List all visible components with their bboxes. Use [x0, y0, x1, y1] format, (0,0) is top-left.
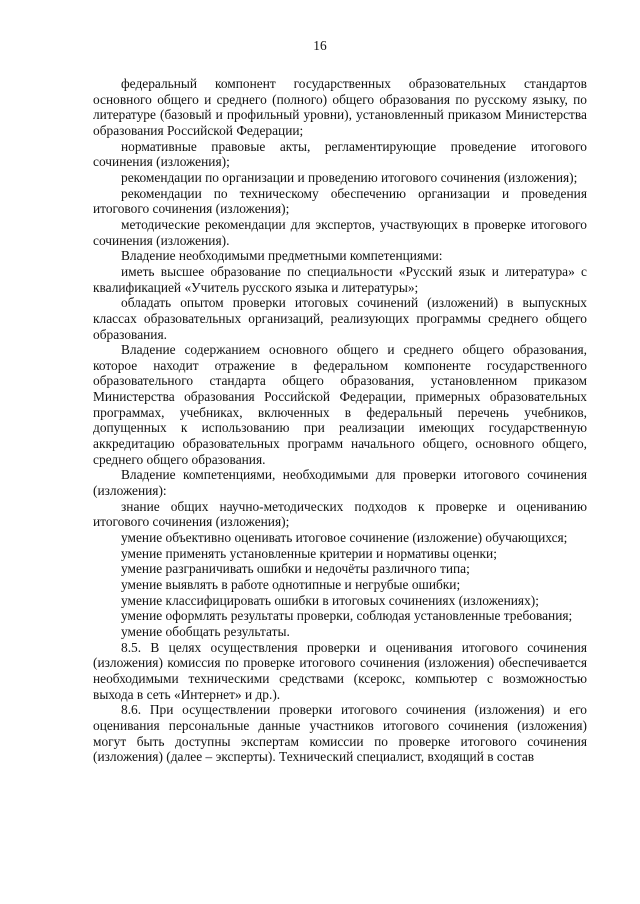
paragraph-summarize-results: умение обобщать результаты.: [121, 623, 290, 639]
paragraph-classify-errors: умение классифицировать ошибки в итоговых сочинениях (изложениях);: [121, 592, 539, 608]
paragraph-organization-recommendations: рекомендации по организации и проведению итогового сочинения (изложения);: [121, 169, 578, 185]
paragraph-higher-education: иметь высшее образование по специальности «Русский язык и литература» с квалификацией «Учитель русского языка и литературы»;: [93, 263, 587, 295]
paragraph-section-8-6: 8.6. При осуществлении проверки итогового сочинения (изложения) и его оценивания персональные данные участников итогового сочинения (изложения) могут быть доступны экспертам комиссии по проверке итогового сочинения (изложения) (далее – эксперты). Технический специалист, входящий в состав: [93, 702, 587, 765]
paragraph-identify-errors: умение выявлять в работе однотипные и негрубые ошибки;: [121, 577, 461, 592]
paragraph-apply-criteria: умение применять установленные критерии и нормативы оценки;: [121, 545, 497, 561]
paragraph-section-8-5: 8.5. В целях осуществления проверки и оценивания итогового сочинения (изложения) комиссия по проверке итогового сочинения (изложения) обеспечивается необходимыми техническими средствами (ксерокс, компьютер с возможностью выхода в сеть «Интернет» и др.).: [93, 639, 587, 702]
paragraph-distinguish-errors: умение разграничивать ошибки и недочёты различного типа;: [121, 561, 470, 577]
page-number: 16: [313, 38, 327, 53]
paragraph-technical-recommendations: рекомендации по техническому обеспечению организации и проведения итогового сочинения (изложения);: [93, 185, 587, 217]
paragraph-approaches-knowledge: знание общих научно-методических подходов к проверке и оцениванию итогового сочинения (изложения);: [93, 498, 587, 530]
paragraph-federal-component: федеральный компонент государственных образовательных стандартов основного общего и среднего (полного) общего образования по русскому языку, по литературе (базовый и профильный уровни), установленный приказом Министерства образования Российской Федерации;: [93, 76, 587, 138]
paragraph-content-knowledge: Владение содержанием основного общего и среднего общего образования, которое находит отражение в федеральном компоненте государственного образовательного стандарта общего образования, установленном приказом Министерства образования Российской Федерации, примерных образовательных программах, учебниках, включенных в федеральный перечень учебников, допущенных к использованию при реализации имеющих государственную аккредитацию образовательных программ начального общего, основного общего, среднего общего образования.: [93, 342, 587, 467]
paragraph-objective-assessment: умение объективно оценивать итоговое сочинение (изложение) обучающихся;: [121, 530, 568, 546]
paragraph-methodical-recommendations: методические рекомендации для экспертов, участвующих в проверке итогового сочинения (изложения).: [93, 216, 587, 248]
paragraph-format-results: умение оформлять результаты проверки, соблюдая установленные требования;: [121, 608, 573, 624]
paragraph-normative-acts: нормативные правовые акты, регламентирующие проведение итогового сочинения (изложения);: [93, 138, 587, 170]
document-body: [93, 76, 587, 765]
paragraph-experience: обладать опытом проверки итоговых сочинений (изложений) в выпускных классах образовательных организаций, реализующих программы среднего общего образования.: [93, 295, 587, 342]
paragraph-checking-competencies-heading: Владение компетенциями, необходимыми для проверки итогового сочинения (изложения):: [93, 467, 587, 499]
paragraph-subject-competencies-heading: Владение необходимыми предметными компетенциями:: [121, 248, 443, 264]
